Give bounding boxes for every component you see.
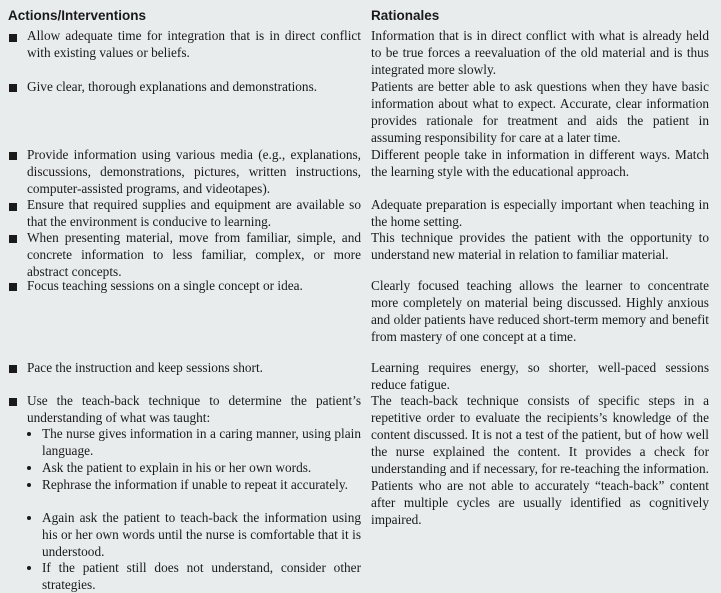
rationale-8: The teach-back technique consists of specific steps in a repetitive order to evaluate the recipients’s knowledge of the content discussed. It is not a test of the patient, but of how well the nurse explained the content. It provides a check for understanding and if necessary, for re-teaching the information. Patients who are not able to accurately “teach-back” content after multiple cycles are usually identified as cognitively impaired. <box>371 393 709 527</box>
bullet-dot-icon <box>27 483 31 487</box>
subitem-text: If the patient still does not understand, consider other strategies. <box>42 560 361 592</box>
actions-header: Actions/Interventions <box>8 8 147 23</box>
subitem-text: Rephrase the information if unable to repeat it accurately. <box>42 477 348 492</box>
rationale-3: Different people take in information in different ways. Match the learning style with the educational approach. <box>371 147 709 179</box>
bullet-square-icon <box>9 235 17 243</box>
action-2: Give clear, thorough explanations and demonstrations. <box>27 79 318 94</box>
rationale-1: Information that is in direct conflict with what is already held to be true forces a reevaluation of the old material and is thus integrated more slowly. <box>371 28 709 77</box>
action-8: Use the teach-back technique to determine the patient’s understanding of what was taught: <box>27 393 361 425</box>
rationale-5: This technique provides the patient with the opportunity to understand new material in relation to familiar material. <box>371 230 709 262</box>
action-3: Provide information using various media (e.g., explanations, discussions, demonstrations, pictures, written instructions, computer-assisted programs, and videotapes). <box>27 147 361 196</box>
bullet-square-icon <box>9 84 17 92</box>
bullet-square-icon <box>9 283 17 291</box>
subitem-text: The nurse gives information in a caring manner, using plain language. <box>42 426 361 458</box>
bullet-square-icon <box>9 203 17 211</box>
rationale-6: Clearly focused teaching allows the learner to concentrate more completely on material being discussed. Highly anxious and older patients have reduced short-term memory and benefit from mastery of one concept at a time. <box>371 278 709 344</box>
action-4: Ensure that required supplies and equipment are available so that the environment is conducive to learning. <box>27 197 361 229</box>
bullet-square-icon <box>9 34 17 42</box>
bullet-square-icon <box>9 365 17 373</box>
bullet-square-icon <box>9 152 17 160</box>
rationale-2: Patients are better able to ask questions when they have basic information about what to expect. Accurate, clear information provides rationale for treatment and aids the patient in assuming responsibility for care at a later time. <box>371 79 709 145</box>
bullet-square-icon <box>9 398 17 406</box>
rationales-header: Rationales <box>371 8 440 23</box>
rationale-4: Adequate preparation is especially important when teaching in the home setting. <box>371 197 709 229</box>
action-5: When presenting material, move from familiar, simple, and concrete information to less familiar, complex, or more abstract concepts. <box>27 230 361 279</box>
action-7: Pace the instruction and keep sessions short. <box>27 360 263 375</box>
bullet-dot-icon <box>27 566 31 570</box>
rationale-7: Learning requires energy, so shorter, well-paced sessions reduce fatigue. <box>371 360 709 392</box>
action-1: Allow adequate time for integration that is in direct conflict with existing values or beliefs. <box>27 28 361 60</box>
subitem-text: Ask the patient to explain in his or her own words. <box>42 460 312 475</box>
subitem-text: Again ask the patient to teach-back the information using his or her own words until the nurse is comfortable that it is understood. <box>42 510 361 559</box>
action-6: Focus teaching sessions on a single concept or idea. <box>27 278 303 293</box>
bullet-dot-icon <box>27 466 31 470</box>
bullet-dot-icon <box>27 516 31 520</box>
bullet-dot-icon <box>27 432 31 436</box>
